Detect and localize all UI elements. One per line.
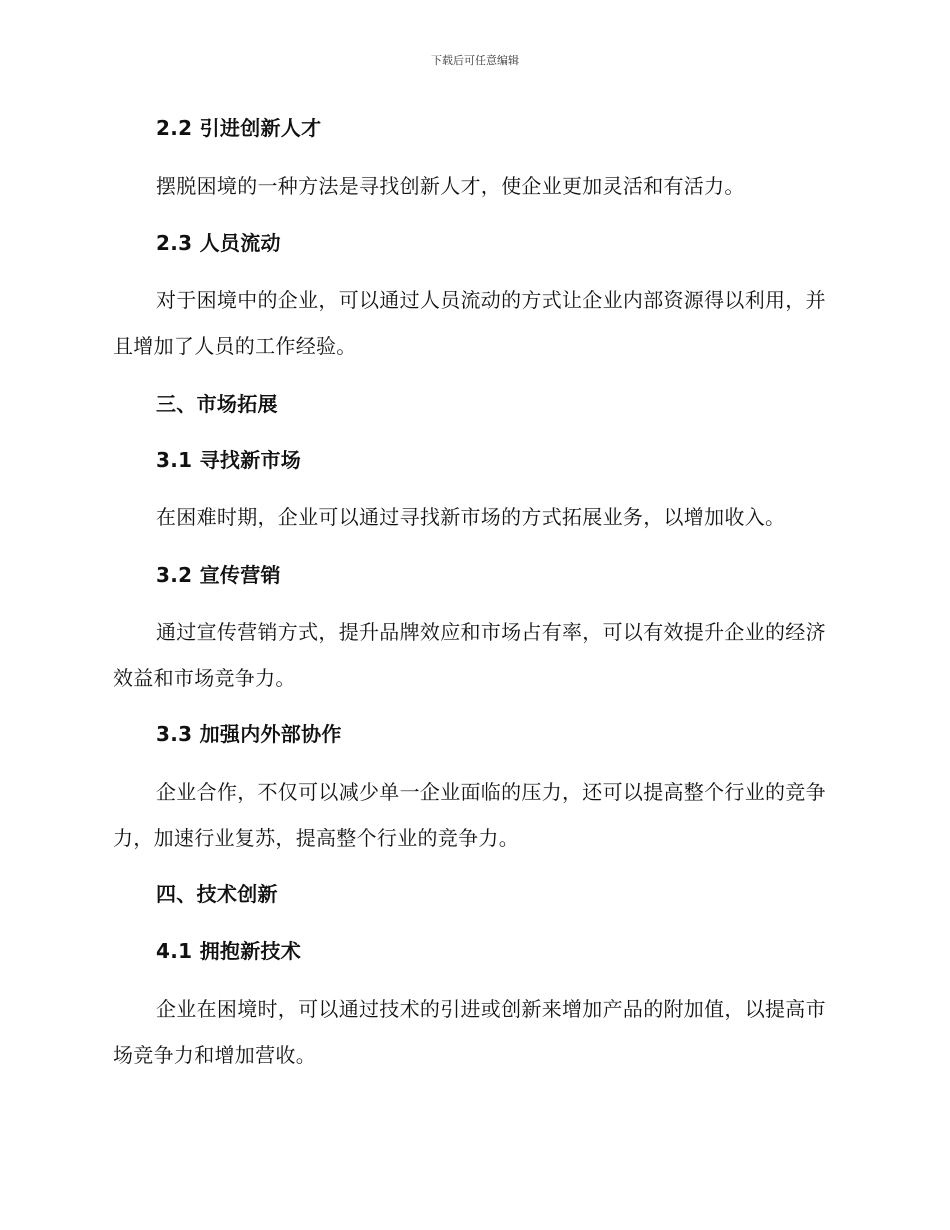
section-heading-4-1: 4.1 拥抱新技术 <box>156 939 302 963</box>
paragraph-4-1: 企业在困境时，可以通过技术的引进或创新来增加产品的附加值，以提高市场竞争力和增加营收。 <box>113 997 826 1067</box>
chapter-heading-3: 三、市场拓展 <box>156 392 278 416</box>
paragraph-2-2: 摆脱困境的一种方法是寻找创新人才，使企业更加灵活和有活力。 <box>156 174 745 198</box>
paragraph-3-2: 通过宣传营销方式，提升品牌效应和市场占有率，可以有效提升企业的经济效益和市场竞争力。 <box>113 620 826 690</box>
section-heading-3-1: 3.1 寻找新市场 <box>156 448 302 472</box>
section-heading-3-2: 3.2 宣传营销 <box>156 563 281 587</box>
section-heading-3-3: 3.3 加强内外部协作 <box>156 722 342 746</box>
paragraph-3-1: 在困难时期，企业可以通过寻找新市场的方式拓展业务，以增加收入。 <box>156 505 786 529</box>
chapter-heading-4: 四、技术创新 <box>156 882 278 906</box>
section-heading-2-2: 2.2 引进创新人才 <box>156 116 322 140</box>
page-header-note: 下载后可任意编辑 <box>431 54 519 67</box>
paragraph-2-3: 对于困境中的企业，可以通过人员流动的方式让企业内部资源得以利用，并且增加了人员的工作经验。 <box>113 288 826 358</box>
paragraph-3-3: 企业合作，不仅可以减少单一企业面临的压力，还可以提高整个行业的竞争力，加速行业复苏，提高整个行业的竞争力。 <box>113 780 826 850</box>
section-heading-2-3: 2.3 人员流动 <box>156 231 281 255</box>
